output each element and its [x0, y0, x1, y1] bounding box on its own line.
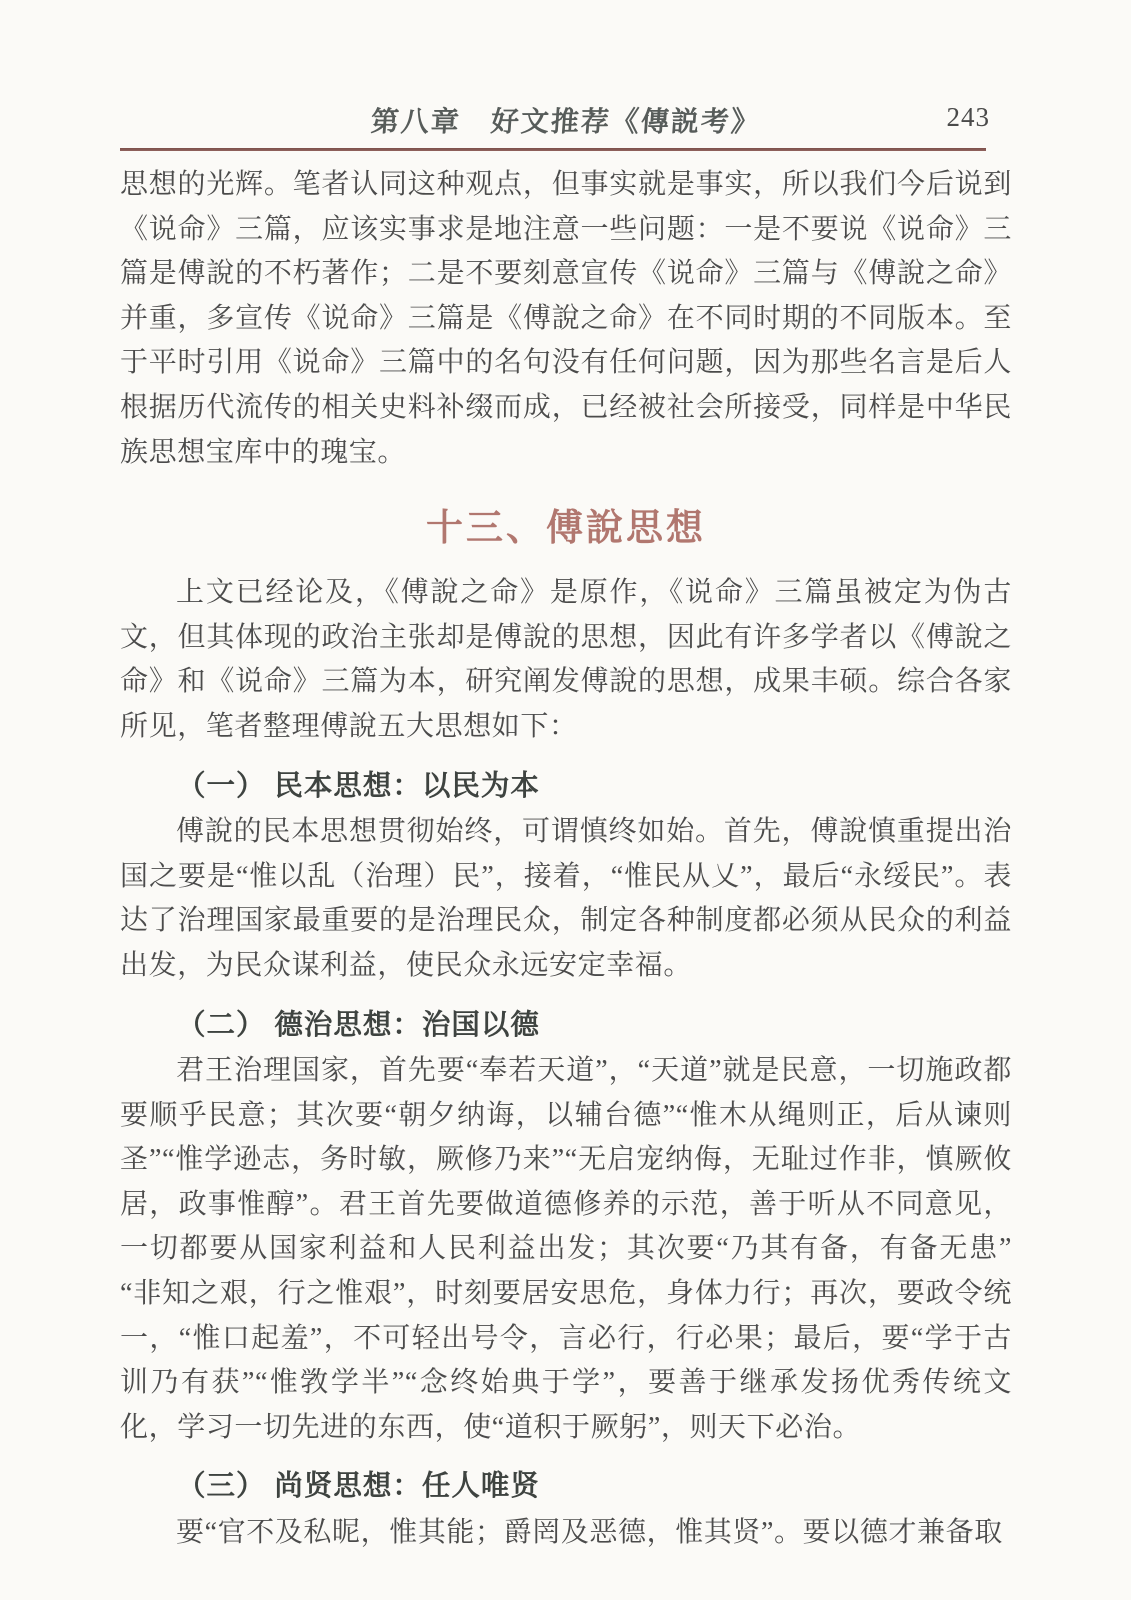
subheading-dezhi: （二） 德治思想：治国以德 — [177, 1008, 540, 1041]
paragraph-continuation: 思想的光辉。笔者认同这种观点，但事实就是事实，所以我们今后说到《说命》三篇，应该实事求是地注意一些问题：一是不要说《说命》三篇是傅說的不朽著作；二是不要刻意宣传《说命》三篇与《傅說之命》并重，多宣传《说命》三篇是《傅說之命》在不同时期的不同版本。至于平时引用《说命》三篇中的名句没有任何问题，因为那些名言是后人根据历代流传的相关史料补缀而成，已经被社会所接受，同样是中华民族思想宝库中的瑰宝。 — [120, 169, 1012, 468]
paragraph: 君王治理国家，首先要“奉若天道”，“天道”就是民意，一切施政都要顺乎民意；其次要“朝夕纳诲，以辅台德”“惟木从绳则正，后从谏则圣”“惟学逊志，务时敏，厥修乃来”“无启宠纳侮，无耻过作非，慎厥攸居，政事惟醇”。君王首先要做道德修养的示范，善于听从不同意见，一切都要从国家利益和人民利益出发；其次要“乃其有备，有备无患”“非知之艰，行之惟艰”，时刻要居安思危，身体力行；再次，要政令统一，“惟口起羞”，不可轻出号令，言必行，行必果；最后，要“学于古训乃有获”“惟敩学半”“念终始典于学”，要善于继承发扬优秀传统文化，学习一切先进的东西，使“道积于厥躬”，则天下必治。 — [120, 1055, 1012, 1443]
paragraph: 上文已经论及，《傅說之命》是原作，《说命》三篇虽被定为伪古文，但其体现的政治主张却是傅說的思想，因此有许多学者以《傅說之命》和《说命》三篇为本，研究阐发傅說的思想，成果丰硕。综合各家所见，笔者整理傅說五大思想如下： — [120, 577, 1012, 742]
subheading-shangxian: （三） 尚贤思想：任人唯贤 — [177, 1470, 540, 1503]
paragraph: 傅說的民本思想贯彻始终，可谓慎终如始。首先，傅說慎重提出治国之要是“惟以乱（治理）民”，接着，“惟民从乂”，最后“永绥民”。表达了治理国家最重要的是治理民众，制定各种制度都必须从民众的利益出发，为民众谋利益，使民众永远安定幸福。 — [120, 816, 1012, 981]
running-head-chapter-title: 第八章 好文推荐《傳説考》 — [369, 106, 762, 137]
page-header — [120, 100, 1012, 146]
article-body — [120, 163, 1012, 1556]
paragraph: 要“官不及私昵，惟其能；爵罔及恶德，惟其贤”。要以德才兼备取 — [176, 1517, 1003, 1549]
page-number: 243 — [946, 102, 990, 132]
header-rule — [120, 148, 986, 151]
section-heading: 十三、傅說思想 — [426, 507, 706, 549]
subheading-minben: （一） 民本思想：以民为本 — [177, 769, 540, 802]
